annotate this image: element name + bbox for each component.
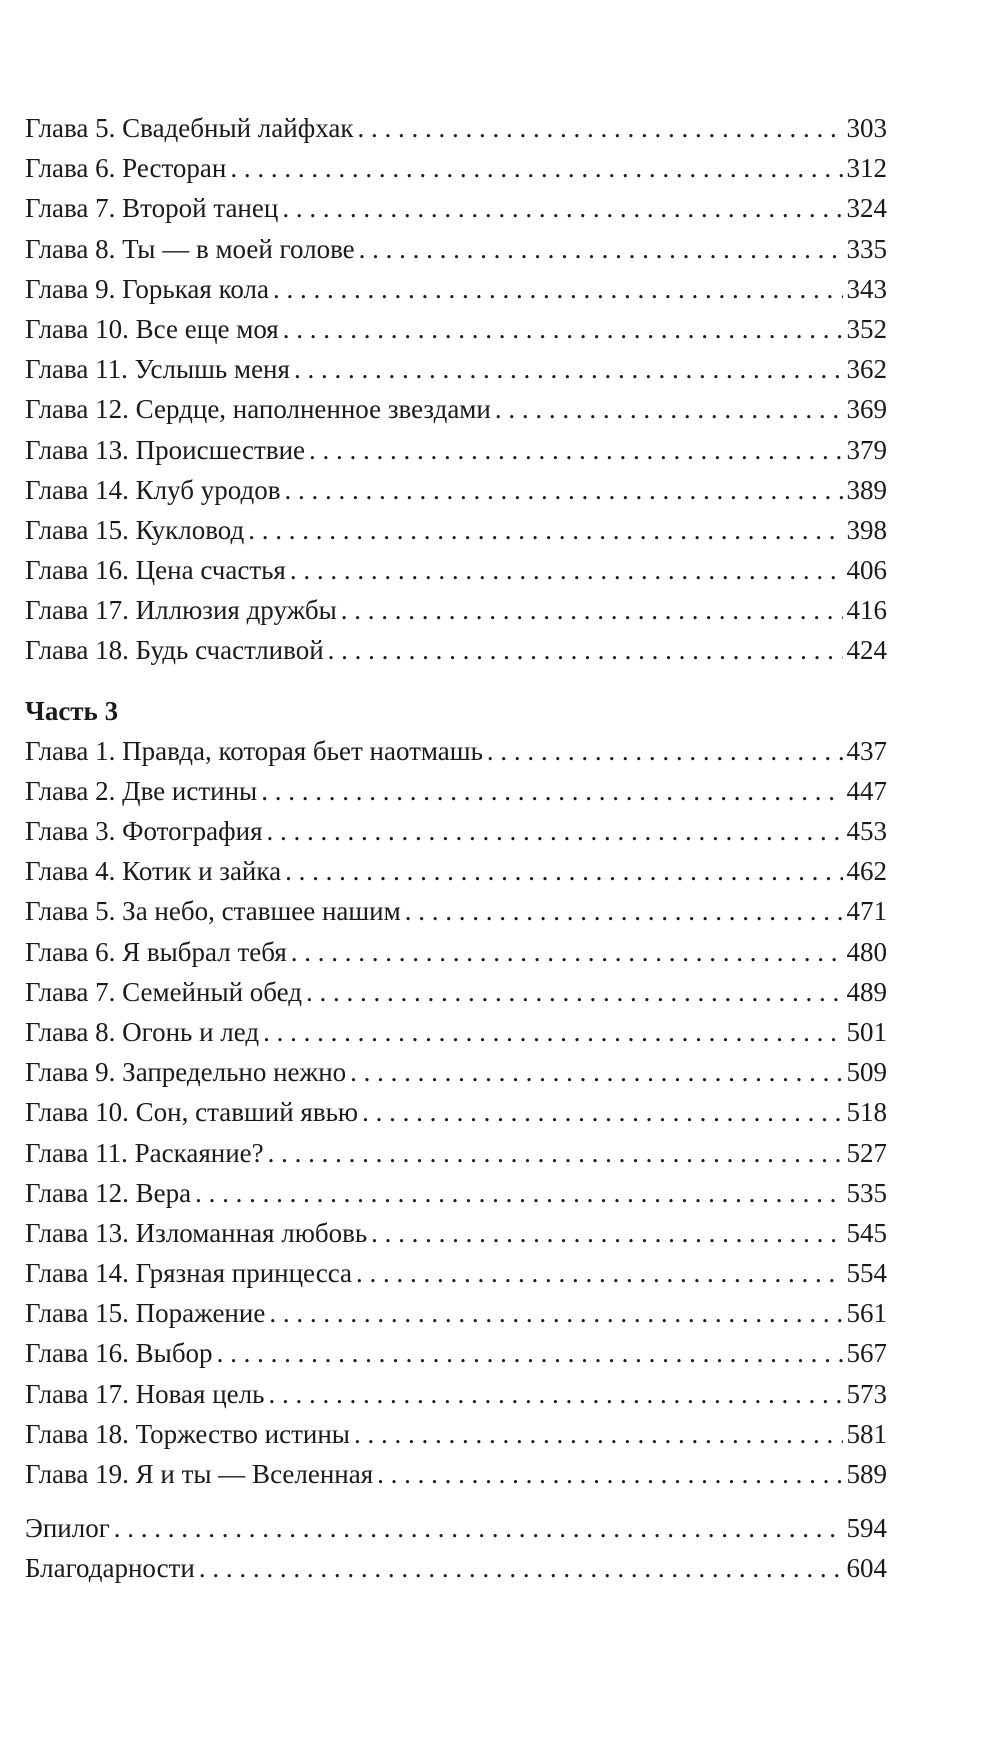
- toc-dot-leader: [273, 269, 843, 309]
- toc-entry: [25, 630, 887, 670]
- toc-entry-title: Глава 17. Новая цель: [25, 1378, 265, 1409]
- toc-dot-leader: [328, 630, 843, 670]
- toc-entry-title: Глава 10. Сон, ставший явью: [25, 1097, 359, 1128]
- toc-entry: [25, 510, 887, 550]
- toc-entry-title: Глава 10. Все еще моя: [25, 313, 279, 344]
- toc-entry-title: Глава 12. Сердце, наполненное звездами: [25, 394, 491, 425]
- toc-entry: [25, 1213, 887, 1253]
- toc-entry: [25, 1374, 887, 1414]
- toc-entry: [25, 389, 887, 429]
- toc-entry-page-number: 369: [846, 394, 887, 425]
- toc-entry-page-number: 489: [846, 976, 887, 1007]
- toc-entry-title: Глава 8. Огонь и лед: [25, 1016, 260, 1047]
- toc-entry: [25, 771, 887, 811]
- toc-dot-leader: [282, 188, 842, 228]
- toc-entry-title: Глава 16. Цена счастья: [25, 555, 286, 586]
- toc-dot-leader: [290, 550, 843, 590]
- section-spacer: [25, 1494, 887, 1508]
- toc-entry-title: Глава 16. Выбор: [25, 1338, 213, 1369]
- toc-entry-title: Глава 19. Я и ты — Вселенная: [25, 1459, 374, 1489]
- toc-entry-page-number: 424: [846, 635, 887, 666]
- toc-entry-page-number: 324: [846, 193, 887, 224]
- toc-entry-title: Глава 9. Запредельно нежно: [25, 1057, 347, 1088]
- toc-entry-page-number: 527: [846, 1137, 887, 1168]
- toc-entry-page-number: 581: [846, 1418, 887, 1449]
- toc-entry-page-number: 604: [846, 1553, 887, 1584]
- toc-entry-title: Глава 2. Две истины: [25, 775, 258, 806]
- toc-entry: [25, 269, 887, 309]
- toc-entry-page-number: 480: [846, 936, 887, 967]
- toc-entry-page-number: 594: [846, 1513, 887, 1544]
- toc-entry-page-number: 447: [846, 775, 887, 806]
- toc-entry: [25, 1414, 887, 1454]
- toc-entry-title: Глава 4. Котик и зайка: [25, 856, 282, 887]
- toc-dot-leader: [261, 771, 842, 811]
- toc-dot-leader: [356, 1253, 843, 1293]
- toc-entry-page-number: 573: [846, 1378, 887, 1409]
- toc-entry-page-number: 312: [846, 153, 887, 184]
- toc-entry-title: Глава 1. Правда, которая бьет наотмашь: [25, 735, 483, 766]
- toc-entry-page-number: 501: [846, 1016, 887, 1047]
- toc-entry-title: Глава 12. Вера: [25, 1177, 192, 1208]
- toc-dot-leader: [341, 590, 843, 630]
- toc-dot-leader: [267, 811, 843, 851]
- toc-entry-page-number: 362: [846, 354, 887, 385]
- toc-entry-page-number: 416: [846, 595, 887, 626]
- toc-dot-leader: [350, 1052, 842, 1092]
- toc-dot-leader: [195, 1173, 842, 1213]
- toc-entry-page-number: 303: [846, 113, 887, 143]
- toc-entry-title: Глава 13. Изломанная любовь: [25, 1217, 368, 1248]
- toc-entry: [25, 891, 887, 931]
- toc-entry-page-number: 389: [846, 474, 887, 505]
- toc-entry-title: Глава 13. Происшествие: [25, 434, 306, 465]
- toc-entry-title: Глава 5. Свадебный лайфхак: [25, 113, 354, 143]
- table-of-contents: [25, 108, 887, 1589]
- toc-entry-page-number: 535: [846, 1177, 887, 1208]
- toc-entry-title: Глава 6. Ресторан: [25, 153, 227, 184]
- toc-entry-title: Глава 17. Иллюзия дружбы: [25, 595, 337, 626]
- toc-entry: [25, 550, 887, 590]
- toc-entry-page-number: 567: [846, 1338, 887, 1369]
- toc-entry-page-number: 379: [846, 434, 887, 465]
- toc-entry-title: Глава 3. Фотография: [25, 816, 263, 846]
- toc-entry: [25, 1333, 887, 1373]
- toc-entry-title: Глава 7. Второй танец: [25, 193, 279, 224]
- toc-entry-page-number: 471: [846, 896, 887, 927]
- toc-section-part-3: [25, 731, 887, 1495]
- toc-dot-leader: [487, 731, 843, 771]
- toc-entry: [25, 1012, 887, 1052]
- toc-entry: [25, 1548, 887, 1588]
- toc-entry: [25, 731, 887, 771]
- toc-dot-leader: [217, 1333, 843, 1373]
- toc-entry: [25, 430, 887, 470]
- toc-entry-page-number: 589: [846, 1459, 887, 1489]
- toc-dot-leader: [359, 229, 843, 269]
- toc-dot-leader: [268, 1374, 842, 1414]
- toc-entry-title: Глава 8. Ты — в моей голове: [25, 233, 355, 264]
- toc-dot-leader: [371, 1213, 842, 1253]
- toc-dot-leader: [283, 309, 843, 349]
- toc-dot-leader: [268, 1133, 843, 1173]
- toc-entry: [25, 108, 887, 148]
- toc-dot-leader: [114, 1508, 843, 1548]
- toc-entry-page-number: 509: [846, 1057, 887, 1088]
- toc-entry: [25, 148, 887, 188]
- toc-entry: [25, 1092, 887, 1132]
- toc-dot-leader: [291, 932, 843, 972]
- toc-dot-leader: [495, 389, 843, 429]
- toc-entry: [25, 349, 887, 389]
- toc-dot-leader: [405, 891, 843, 931]
- toc-entry-title: Глава 18. Будь счастливой: [25, 635, 324, 666]
- toc-entry-title: Глава 11. Раскаяние?: [25, 1137, 264, 1168]
- toc-entry: [25, 309, 887, 349]
- toc-dot-leader: [377, 1454, 842, 1494]
- toc-dot-leader: [230, 148, 842, 188]
- toc-dot-leader: [354, 1414, 843, 1454]
- toc-entry: [25, 188, 887, 228]
- toc-entry-title: Глава 5. За небо, ставшее нашим: [25, 896, 401, 927]
- toc-entry: [25, 1293, 887, 1333]
- toc-entry-page-number: 406: [846, 555, 887, 586]
- toc-entry-page-number: 335: [846, 233, 887, 264]
- toc-entry-title: Глава 14. Клуб уродов: [25, 474, 281, 505]
- toc-entry: [25, 1454, 887, 1494]
- toc-entry-page-number: 518: [846, 1097, 887, 1128]
- toc-entry-title: Глава 7. Семейный обед: [25, 976, 303, 1007]
- toc-entry-title: Благодарности: [25, 1553, 195, 1584]
- toc-entry: [25, 1173, 887, 1213]
- toc-entry: [25, 229, 887, 269]
- toc-dot-leader: [362, 1092, 842, 1132]
- toc-entry: [25, 1253, 887, 1293]
- toc-entry-title: Глава 18. Торжество истины: [25, 1418, 350, 1449]
- toc-entry-title: Глава 15. Кукловод: [25, 514, 245, 545]
- toc-entry: [25, 1508, 887, 1548]
- toc-dot-leader: [269, 1293, 842, 1333]
- toc-entry-title: Эпилог: [25, 1513, 110, 1544]
- toc-entry-page-number: 545: [846, 1217, 887, 1248]
- toc-entry: [25, 1133, 887, 1173]
- toc-entry: [25, 1052, 887, 1092]
- toc-entry-page-number: 561: [846, 1298, 887, 1329]
- toc-entry-page-number: 352: [846, 313, 887, 344]
- toc-entry-page-number: 453: [846, 816, 887, 846]
- toc-entry-title: Глава 11. Услышь меня: [25, 354, 290, 385]
- toc-entry: [25, 470, 887, 510]
- toc-entry-page-number: 462: [846, 856, 887, 887]
- toc-entry-page-number: 554: [846, 1258, 887, 1289]
- toc-entry-page-number: 437: [846, 735, 887, 766]
- toc-entry-title: Глава 14. Грязная принцесса: [25, 1258, 352, 1289]
- part-heading: Часть 3: [25, 695, 119, 726]
- toc-entry: [25, 972, 887, 1012]
- toc-entry-title: Глава 6. Я выбрал тебя: [25, 936, 287, 967]
- toc-entry-page-number: 398: [846, 514, 887, 545]
- toc-dot-leader: [263, 1012, 842, 1052]
- toc-dot-leader: [309, 430, 842, 470]
- toc-dot-leader: [357, 108, 842, 148]
- toc-dot-leader: [294, 349, 843, 389]
- toc-dot-leader: [285, 470, 843, 510]
- toc-entry: [25, 851, 887, 891]
- toc-entry-page-number: 343: [846, 273, 887, 304]
- toc-dot-leader: [199, 1548, 843, 1588]
- toc-entry-title: Глава 9. Горькая кола: [25, 273, 269, 304]
- toc-entry: [25, 932, 887, 972]
- toc-section-back-matter: [25, 1508, 887, 1588]
- toc-dot-leader: [306, 972, 842, 1012]
- toc-entry-title: Глава 15. Поражение: [25, 1298, 266, 1329]
- toc-entry: [25, 590, 887, 630]
- toc-section-continued: [25, 108, 887, 671]
- toc-dot-leader: [248, 510, 842, 550]
- toc-entry: [25, 811, 887, 851]
- toc-dot-leader: [285, 851, 842, 891]
